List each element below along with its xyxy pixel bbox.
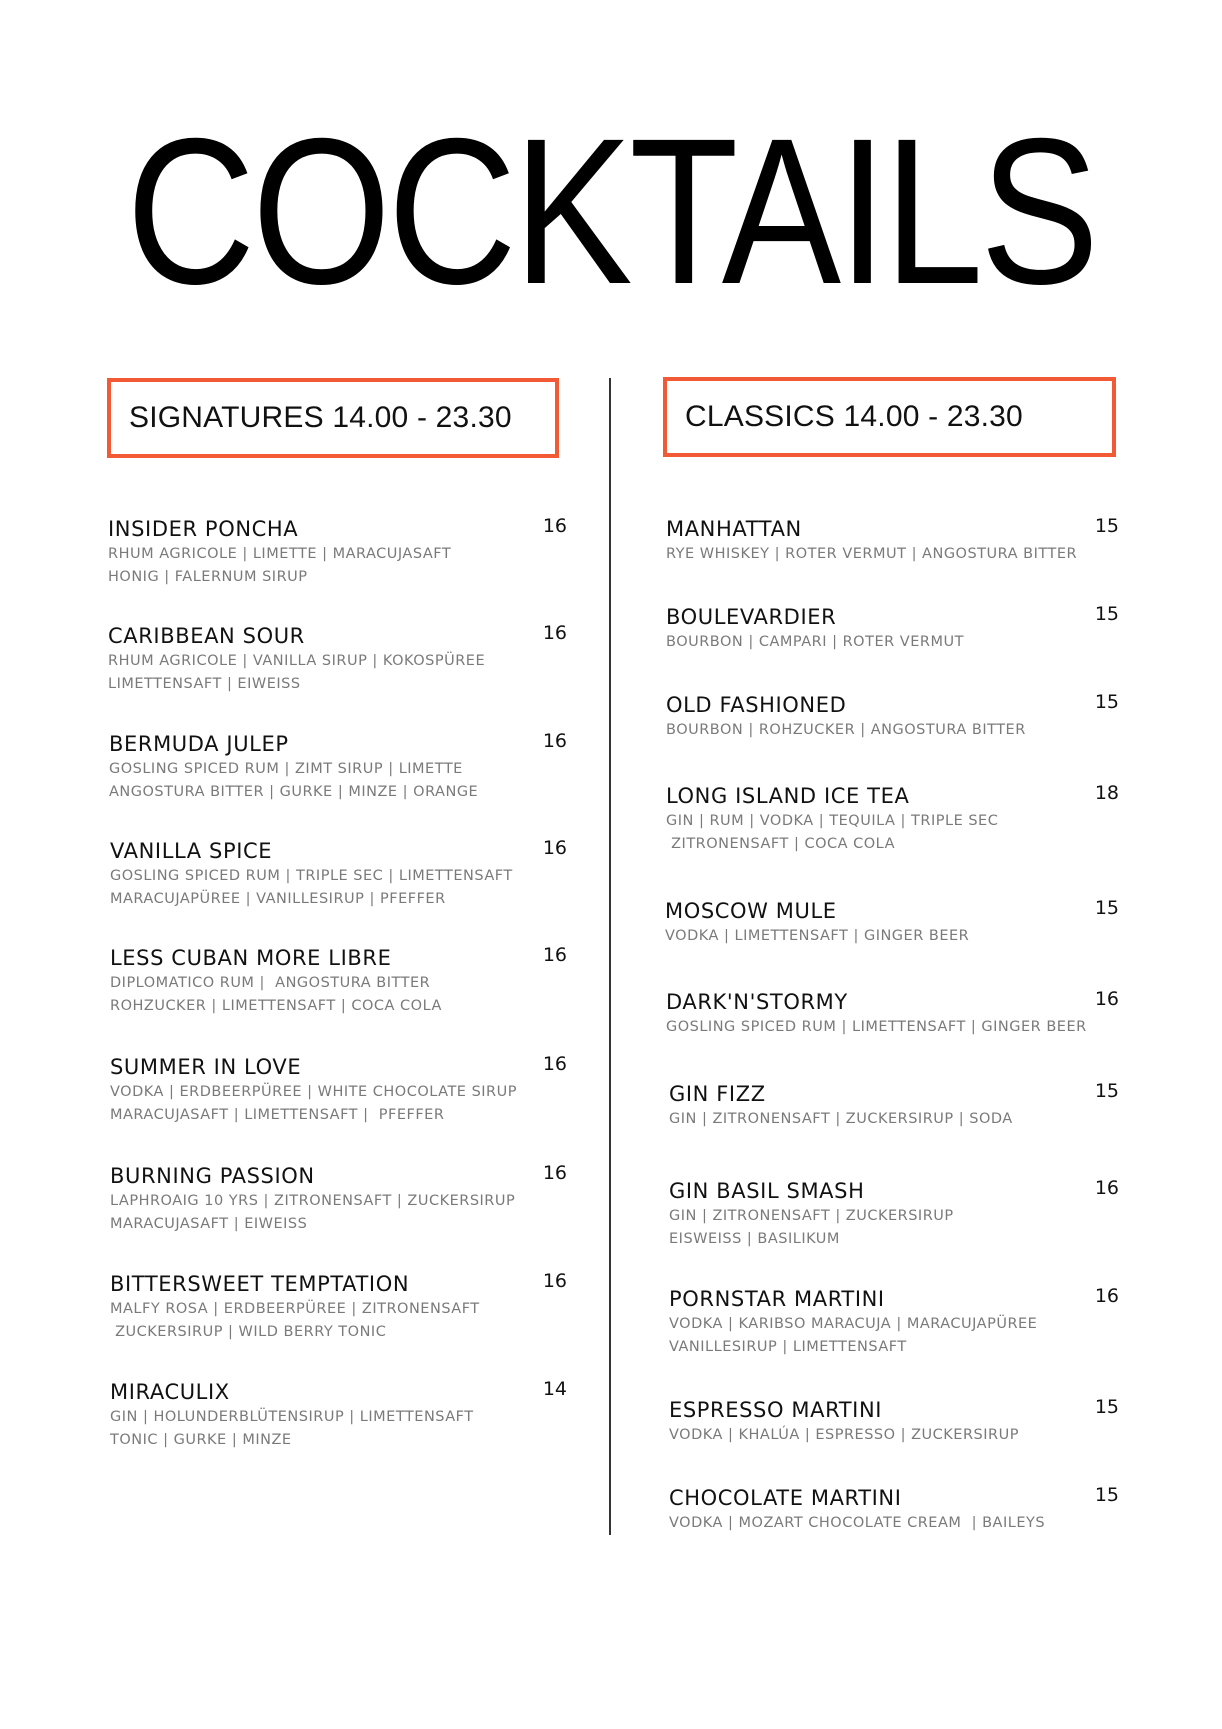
item-name: BITTERSWEET TEMPTATION [110,1272,410,1296]
item-name: DARK'N'STORMY [666,990,848,1014]
item-name: GIN FIZZ [669,1082,766,1106]
classics-heading: CLASSICS 14.00 - 23.30 [685,400,1023,433]
item-ingredients: MALFY ROSA | ERDBEERPÜREE | ZITRONENSAFT [110,1301,480,1317]
menu-item [110,1054,517,1126]
menu-item [110,945,442,1017]
item-name: MOSCOW MULE [665,899,837,923]
item-ingredients: BOURBON | ROHZUCKER | ANGOSTURA BITTER [666,722,1026,738]
item-name: BERMUDA JULEP [109,732,289,756]
menu-item [666,783,998,855]
item-ingredients: LIMETTENSAFT | EIWEISS [108,676,301,692]
signatures-heading-box [107,378,559,458]
item-name: SUMMER IN LOVE [110,1055,302,1079]
item-name: VANILLA SPICE [110,839,273,863]
menu-item [669,1485,1045,1534]
classics-heading-box [663,377,1116,457]
item-price: 16 [542,837,567,859]
item-ingredients: LAPHROAIG 10 YRS | ZITRONENSAFT | ZUCKERSIRUP [110,1193,516,1209]
item-price: 14 [542,1378,567,1400]
menu-item [108,623,485,695]
menu-item [669,1081,1013,1130]
item-ingredients: GIN | RUM | VODKA | TEQUILA | TRIPLE SEC [666,813,999,829]
item-price: 16 [542,1270,567,1292]
item-price: 15 [1094,1080,1119,1102]
item-name: MANHATTAN [666,517,802,541]
item-name: LESS CUBAN MORE LIBRE [110,946,392,970]
item-ingredients: GIN | ZITRONENSAFT | ZUCKERSIRUP [669,1208,954,1224]
item-ingredients: BOURBON | CAMPARI | ROTER VERMUT [666,634,964,650]
item-price: 15 [1094,1396,1119,1418]
menu-item [669,1286,1037,1358]
item-name: BURNING PASSION [110,1164,315,1188]
item-price: 16 [542,622,567,644]
item-name: OLD FASHIONED [666,693,847,717]
item-ingredients: VODKA | MOZART CHOCOLATE CREAM | BAILEYS [669,1515,1046,1531]
item-price: 16 [542,1162,567,1184]
item-ingredients: RHUM AGRICOLE | LIMETTE | MARACUJASAFT [108,546,452,562]
item-price: 15 [1094,515,1119,537]
item-ingredients: ROHZUCKER | LIMETTENSAFT | COCA COLA [110,998,442,1014]
item-ingredients: EISWEISS | BASILIKUM [669,1231,840,1247]
menu-item [110,1379,474,1451]
item-name: CARIBBEAN SOUR [108,624,305,648]
item-price: 15 [1094,897,1119,919]
item-ingredients: DIPLOMATICO RUM | ANGOSTURA BITTER [110,975,431,991]
item-ingredients: ANGOSTURA BITTER | GURKE | MINZE | ORANGE [109,784,479,800]
item-ingredients: GIN | ZITRONENSAFT | ZUCKERSIRUP | SODA [669,1111,1013,1127]
item-ingredients: GOSLING SPICED RUM | TRIPLE SEC | LIMETTENSAFT [110,868,513,884]
item-ingredients: VODKA | ERDBEERPÜREE | WHITE CHOCOLATE SIRUP [110,1084,517,1100]
item-ingredients: GOSLING SPICED RUM | ZIMT SIRUP | LIMETTE [109,761,463,777]
item-ingredients: ZITRONENSAFT | COCA COLA [666,836,896,852]
signatures-heading: SIGNATURES 14.00 - 23.30 [129,401,512,434]
item-ingredients: RHUM AGRICOLE | VANILLA SIRUP | KOKOSPÜREE [108,653,486,669]
item-ingredients: MARACUJASAFT | LIMETTENSAFT | PFEFFER [110,1107,445,1123]
item-price: 16 [542,515,567,537]
menu-item [665,898,969,947]
menu-item [666,989,1087,1038]
item-name: GIN BASIL SMASH [669,1179,865,1203]
item-ingredients: MARACUJASAFT | EIWEISS [110,1216,308,1232]
item-ingredients: ZUCKERSIRUP | WILD BERRY TONIC [110,1324,387,1340]
item-price: 16 [542,1053,567,1075]
menu-item [108,516,451,588]
menu-item [666,604,964,653]
menu-item [666,516,1077,565]
menu-item [669,1178,954,1250]
item-ingredients: VODKA | KARIBSO MARACUJA | MARACUJAPÜREE [669,1316,1038,1332]
item-name: LONG ISLAND ICE TEA [666,784,910,808]
menu-item [110,1163,515,1235]
item-price: 16 [1094,1285,1119,1307]
item-ingredients: RYE WHISKEY | ROTER VERMUT | ANGOSTURA BITTER [666,546,1078,562]
item-price: 16 [1094,988,1119,1010]
menu-item [666,692,1026,741]
item-ingredients: VODKA | KHALÚA | ESPRESSO | ZUCKERSIRUP [669,1427,1019,1443]
menu-item [669,1397,1019,1446]
item-ingredients: VODKA | LIMETTENSAFT | GINGER BEER [665,928,970,944]
item-ingredients: GIN | HOLUNDERBLÜTENSIRUP | LIMETTENSAFT [110,1409,474,1425]
item-ingredients: GOSLING SPICED RUM | LIMETTENSAFT | GINGER BEER [666,1019,1087,1035]
item-price: 15 [1094,691,1119,713]
column-divider [609,378,611,1535]
item-ingredients: TONIC | GURKE | MINZE [110,1432,292,1448]
item-ingredients: HONIG | FALERNUM SIRUP [108,569,308,585]
item-price: 15 [1094,603,1119,625]
menu-item [110,838,513,910]
item-name: BOULEVARDIER [666,605,837,629]
item-price: 16 [542,944,567,966]
item-name: INSIDER PONCHA [108,517,299,541]
menu-item [109,731,478,803]
item-name: MIRACULIX [110,1380,230,1404]
item-name: ESPRESSO MARTINI [669,1398,883,1422]
item-price: 16 [1094,1177,1119,1199]
item-name: PORNSTAR MARTINI [669,1287,885,1311]
page-title: COCKTAILS [126,96,1096,328]
item-ingredients: MARACUJAPÜREE | VANILLESIRUP | PFEFFER [110,891,446,907]
item-price: 15 [1094,1484,1119,1506]
menu-item [110,1271,480,1343]
item-ingredients: VANILLESIRUP | LIMETTENSAFT [669,1339,907,1355]
item-price: 16 [542,730,567,752]
item-price: 18 [1094,782,1119,804]
item-name: CHOCOLATE MARTINI [669,1486,902,1510]
